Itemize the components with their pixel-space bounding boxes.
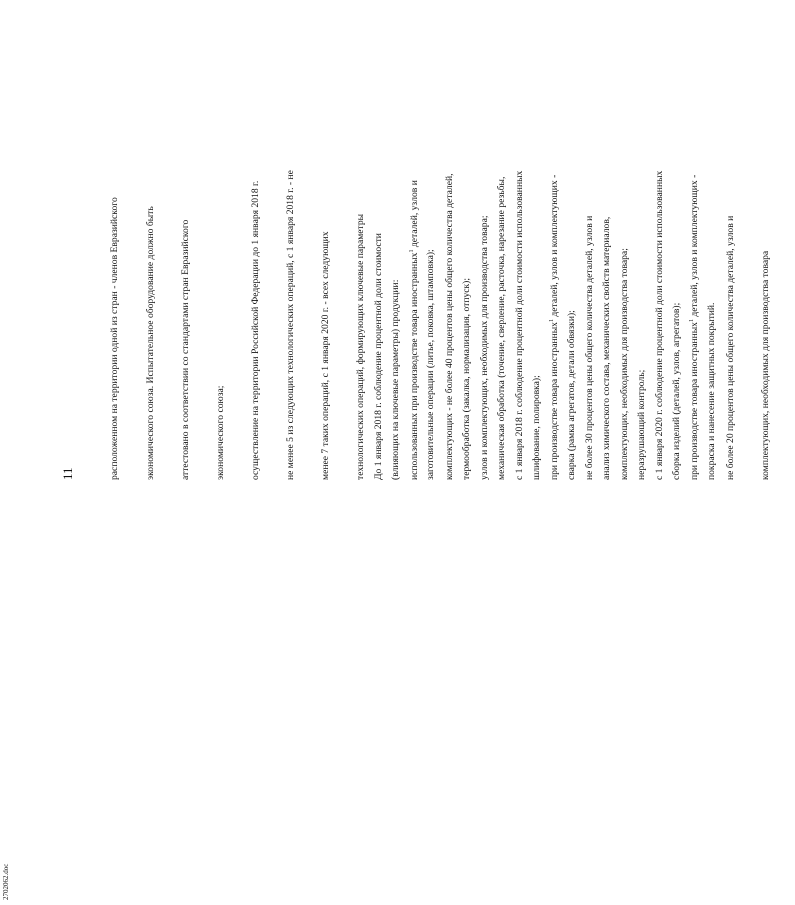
text-line: не более 30 процентов цены общего количества деталей, узлов и bbox=[584, 215, 596, 480]
rotated-content bbox=[60, 40, 771, 840]
text-line: (влияющих на ключевые параметры) продукции: bbox=[390, 279, 402, 480]
text-line-part: деталей, узлов и комплектующих - bbox=[689, 174, 701, 320]
text-line: не менее 5 из следующих технологических операций, с 1 января 2018 г. - не bbox=[284, 170, 296, 480]
text-line bbox=[409, 60, 421, 480]
text-line: комплектующих, необходимых для производства товара bbox=[759, 250, 771, 480]
text-line: аттестовано в соответствии со стандартами стран Евразийского bbox=[179, 219, 191, 480]
text-line: механическая обработка (точение, сверление, расточка, нарезание резьбы, bbox=[495, 176, 507, 480]
text-line: с 1 января 2020 г. соблюдение процентной доли стоимости использованных bbox=[654, 170, 666, 480]
document-id: 2702062.doc bbox=[2, 863, 10, 900]
text-line: сборка изделий (деталей, узлов, агрегатов); bbox=[671, 302, 683, 480]
text-line: с 1 января 2018 г. соблюдение процентной доли стоимости использованных bbox=[513, 170, 525, 480]
footnote-mark: 1 bbox=[689, 319, 696, 323]
footnote-mark: 1 bbox=[408, 249, 415, 253]
text-line bbox=[689, 60, 701, 480]
rotated-text-frame bbox=[60, 40, 771, 840]
text-line: шлифование, полировка); bbox=[530, 375, 542, 480]
footnote-mark: 1 bbox=[548, 319, 555, 323]
text-line: расположенном на территории одной из стран - членов Евразийского bbox=[109, 197, 121, 480]
text-line: не более 20 процентов цены общего количества деталей, узлов и bbox=[724, 215, 736, 480]
text-line-part: деталей, узлов и комплектующих - bbox=[548, 174, 560, 320]
text-line-part: при производстве товара иностранных bbox=[548, 322, 560, 480]
text-line: До 1 января 2018 г. соблюдение процентной доли стоимости bbox=[373, 233, 385, 480]
text-line: технологических операций, формирующих ключевые параметры bbox=[355, 213, 367, 480]
text-line: комплектующих - не более 40 процентов цены общего количества деталей, bbox=[443, 173, 455, 480]
paragraph-block-2 bbox=[350, 60, 795, 480]
text-line: осуществление на территории Российской Федерации до 1 января 2018 г. bbox=[249, 180, 261, 480]
text-line-part: при производстве товара иностранных bbox=[689, 322, 701, 480]
page-number: 11 bbox=[60, 467, 75, 480]
text-line-part: деталей, узлов и bbox=[408, 180, 420, 250]
text-line: сварка (рамка агрегатов, детали обвязки); bbox=[565, 310, 577, 480]
text-line: экономического союза; bbox=[214, 385, 226, 480]
text-line: анализ химического состава, механических свойств материалов, bbox=[600, 216, 612, 480]
text-line: термообработка (закалка, нормализация, отпуск); bbox=[460, 277, 472, 480]
text-line bbox=[549, 60, 561, 480]
text-line: узлов и комплектующих, необходимых для производства товара; bbox=[478, 215, 490, 480]
text-line-part: использованных при производстве товара иностранных bbox=[408, 252, 420, 480]
text-line: менее 7 таких операций, с 1 января 2020 г. - всех следующих bbox=[320, 231, 332, 480]
text-line: покраска и нанесение защитных покрытий. bbox=[706, 302, 718, 480]
text-line: экономического союза. Испытательное оборудование должно быть bbox=[144, 206, 156, 480]
text-line: комплектующих, необходимых для производства товара; bbox=[619, 248, 631, 480]
text-line: неразрушающий контроль; bbox=[636, 369, 648, 480]
text-line: заготовительные операции (литье, поковка, штамповка); bbox=[425, 249, 437, 480]
